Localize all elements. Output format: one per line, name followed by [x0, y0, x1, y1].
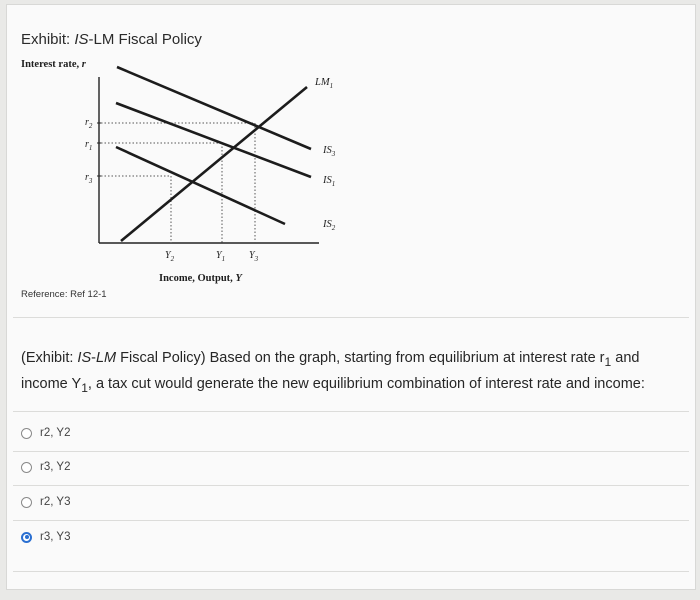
divider: [13, 451, 689, 452]
answer-label: r3, Y2: [40, 461, 71, 473]
question-sub-y: 1: [81, 380, 88, 395]
question-italic-is: IS: [77, 350, 92, 366]
label-is1: $IS_1$: [323, 175, 336, 188]
radio-button-selected[interactable]: [21, 532, 32, 543]
exhibit-title-italic: IS: [74, 31, 89, 48]
divider: [13, 317, 689, 318]
question-dash: -: [91, 350, 96, 366]
answer-label: r3, Y3: [40, 531, 71, 543]
reference-label: Reference: Ref 12-1: [21, 289, 107, 300]
radio-button[interactable]: [21, 497, 32, 508]
question-body: Fiscal Policy) Based on the graph, starting from equilibrium at interest rate r: [116, 350, 605, 366]
exhibit-title-prefix: Exhibit:: [21, 31, 75, 48]
x-tick-y1: $Y_1$: [216, 250, 226, 263]
divider: [13, 411, 689, 412]
label-is2: $IS_2$: [323, 219, 336, 232]
answer-label: r2, Y3: [40, 496, 71, 508]
divider: [13, 520, 689, 521]
exhibit-title: [21, 31, 202, 48]
x-tick-y3: $Y_3$: [249, 250, 259, 263]
question-card: [6, 4, 696, 590]
y-tick-r2: $r_2$: [85, 117, 93, 130]
answer-option-1[interactable]: [21, 421, 661, 445]
question-body-3: , a tax cut would generate the new equilibrium combination of interest rate and income:: [87, 375, 645, 392]
x-axis-label: Income, Output, Y: [159, 273, 242, 284]
question-sub-r: 1: [604, 354, 612, 369]
x-tick-y2: $Y_2$: [165, 250, 175, 263]
divider: [13, 571, 689, 572]
label-lm1: $LM_1$: [315, 77, 334, 90]
question-italic-lm: LM: [95, 350, 117, 366]
radio-button[interactable]: [21, 428, 32, 439]
answer-option-2[interactable]: [21, 455, 661, 479]
question-text: [21, 347, 681, 399]
question-body-2: and income Y: [21, 350, 640, 392]
is-lm-diagram: [19, 55, 371, 291]
answer-option-3[interactable]: [21, 490, 661, 514]
y-tick-r1: $r_1$: [85, 139, 93, 152]
question-prefix: (Exhibit:: [21, 350, 78, 366]
y-axis-label: Interest rate, r: [21, 59, 86, 70]
y-tick-r3: $r_3$: [85, 172, 93, 185]
answer-label: r2, Y2: [40, 427, 71, 439]
answer-option-4[interactable]: [21, 525, 661, 549]
exhibit-title-suffix: -LM Fiscal Policy: [88, 31, 202, 48]
divider: [13, 485, 689, 486]
label-is3: $IS_3$: [323, 145, 336, 158]
radio-button[interactable]: [21, 462, 32, 473]
